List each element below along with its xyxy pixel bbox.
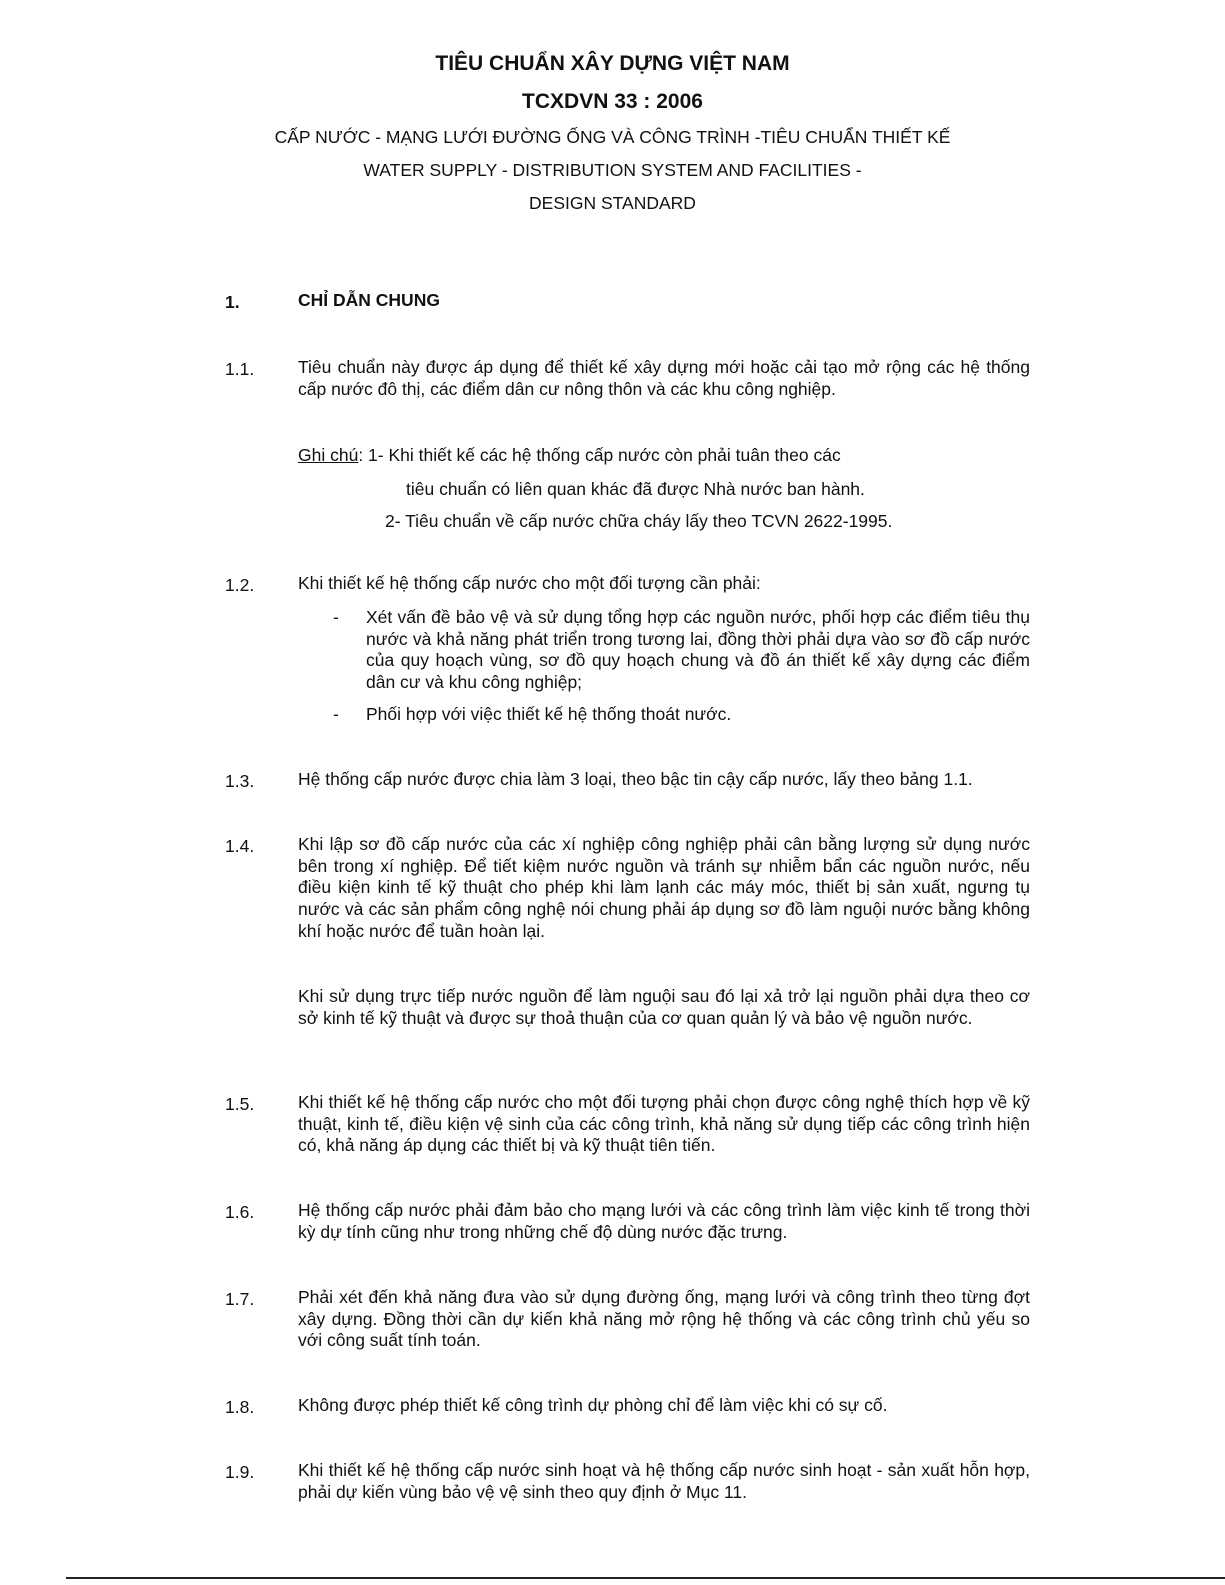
bullet-dash: - bbox=[333, 704, 339, 724]
clause-text-1-1: Tiêu chuẩn này được áp dụng để thiết kế xây dựng mới hoặc cải tạo mở rộng các hệ thống cấp nước đô thị, các điểm dân cư nông thôn và các khu công nghiệp. bbox=[298, 357, 1030, 399]
clause-number-1-8: 1.8. bbox=[225, 1397, 255, 1417]
standard-title: TIÊU CHUẨN XÂY DỰNG VIỆT NAM bbox=[435, 52, 790, 75]
bullet-item: Phối hợp với việc thiết kế hệ thống thoát nước. bbox=[366, 704, 732, 724]
subtitle-english-line-1: WATER SUPPLY - DISTRIBUTION SYSTEM AND FACILITIES - bbox=[363, 160, 862, 180]
clause-text-1-2: Khi thiết kế hệ thống cấp nước cho một đối tượng cần phải: bbox=[298, 573, 761, 593]
subtitle-english-line-2: DESIGN STANDARD bbox=[529, 193, 696, 213]
clause-text-1-4: Khi lập sơ đồ cấp nước của các xí nghiệp công nghiệp phải cân bằng lượng sử dụng nước bên trong xí nghiệp. Để tiết kiệm nước nguồn và tránh sự nhiễm bẩn các nguồn nước, nếu điều kiện kinh tế kỹ thuật cho phép khi làm lạnh các máy móc, thiết bị sản xuất, ngưng tụ nước và các sản phẩm công nghệ nói chung phải áp dụng sơ đồ làm nguội nước bằng không khí hoặc nước để tuần hoàn lại. bbox=[298, 834, 1030, 941]
note-line-3: 2- Tiêu chuẩn về cấp nước chữa cháy lấy theo TCVN 2622-1995. bbox=[385, 511, 893, 531]
clause-text-1-5: Khi thiết kế hệ thống cấp nước cho một đối tượng phải chọn được công nghệ thích hợp về kỹ thuật, kinh tế, điều kiện vệ sinh của các công trình, khả năng sử dụng tiếp các công trình hiện có, khả năng áp dụng các thiết bị và kỹ thuật tiên tiến. bbox=[298, 1092, 1030, 1156]
clause-text-1-8: Không được phép thiết kế công trình dự phòng chỉ để làm việc khi có sự cố. bbox=[298, 1395, 888, 1415]
bullet-dash: - bbox=[333, 607, 339, 627]
clause-number-1-7: 1.7. bbox=[225, 1289, 255, 1309]
clause-number-1-5: 1.5. bbox=[225, 1094, 255, 1114]
note-line-1 bbox=[298, 445, 841, 466]
clause-number-1-1: 1.1. bbox=[225, 359, 255, 379]
clause-text-1-4-paragraph-2: Khi sử dụng trực tiếp nước nguồn để làm nguội sau đó lại xả trở lại nguồn phải dựa theo cơ sở kinh tế kỹ thuật và được sự thoả thuận của cơ quan quản lý và bảo vệ nguồn nước. bbox=[298, 986, 1030, 1028]
clause-text-1-3: Hệ thống cấp nước được chia làm 3 loại, theo bậc tin cậy cấp nước, lấy theo bảng 1.1. bbox=[298, 769, 973, 789]
page-bottom-rule bbox=[66, 1577, 1225, 1579]
clause-number-1-9: 1.9. bbox=[225, 1462, 255, 1482]
note-item-1: : 1- Khi thiết kế các hệ thống cấp nước còn phải tuân theo các bbox=[358, 445, 841, 465]
bullet-item: Xét vấn đề bảo vệ và sử dụng tổng hợp các nguồn nước, phối hợp các điểm tiêu thụ nước và khả năng phát triển trong tương lai, đồng thời phải dựa vào sơ đồ cấp nước của quy hoạch vùng, sơ đồ quy hoạch chung và đồ án thiết kế xây dựng các điểm dân cư và khu công nghiệp; bbox=[366, 607, 1030, 693]
section-number: 1. bbox=[225, 292, 240, 312]
clause-number-1-3: 1.3. bbox=[225, 771, 255, 791]
clause-text-1-7: Phải xét đến khả năng đưa vào sử dụng đường ống, mạng lưới và công trình theo từng đợt xây dựng. Đồng thời cần dự kiến khả năng mở rộng hệ thống và các công trình chủ yếu so với công suất tính toán. bbox=[298, 1287, 1030, 1351]
note-label: Ghi chú bbox=[298, 445, 359, 465]
note-line-2: tiêu chuẩn có liên quan khác đã được Nhà nước ban hành. bbox=[406, 479, 865, 499]
standard-code: TCXDVN 33 : 2006 bbox=[522, 90, 703, 113]
section-heading: CHỈ DẪN CHUNG bbox=[298, 290, 440, 310]
subtitle-vietnamese: CẤP NƯỚC - MẠNG LƯỚI ĐƯỜNG ỐNG VÀ CÔNG TRÌNH -TIÊU CHUẨN THIẾT KẾ bbox=[274, 127, 951, 147]
clause-text-1-6: Hệ thống cấp nước phải đảm bảo cho mạng lưới và các công trình làm việc kinh tế trong thời kỳ dự tính cũng như trong những chế độ dùng nước đặc trưng. bbox=[298, 1200, 1030, 1242]
clause-number-1-4: 1.4. bbox=[225, 836, 255, 856]
clause-text-1-9: Khi thiết kế hệ thống cấp nước sinh hoạt và hệ thống cấp nước sinh hoạt - sản xuất hỗn hợp, phải dự kiến vùng bảo vệ vệ sinh theo quy định ở Mục 11. bbox=[298, 1460, 1030, 1502]
clause-number-1-2: 1.2. bbox=[225, 575, 255, 595]
clause-number-1-6: 1.6. bbox=[225, 1202, 255, 1222]
